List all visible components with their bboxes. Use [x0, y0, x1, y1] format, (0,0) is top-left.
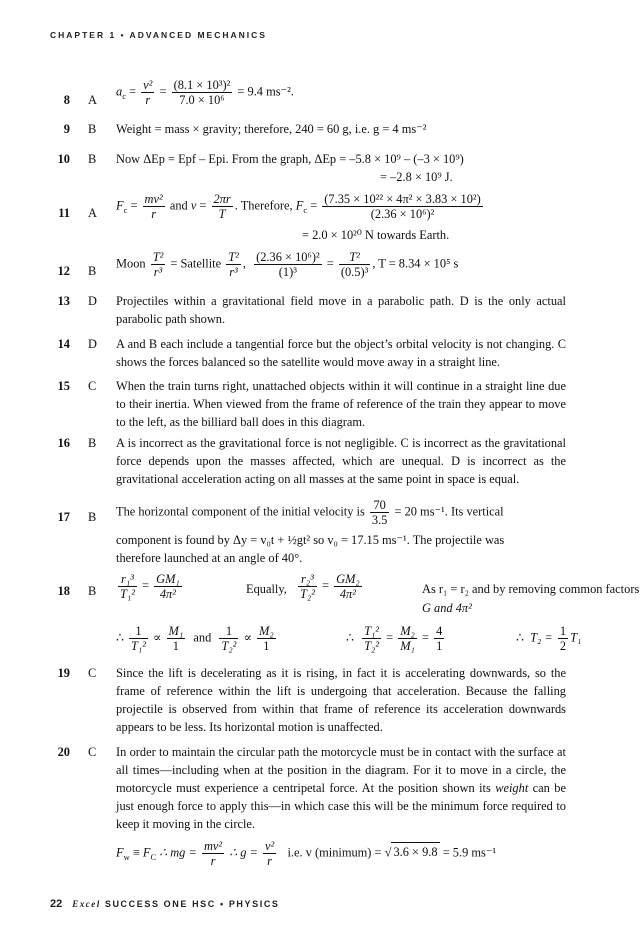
- answer-text-continued: component is found by Δy = v₀t + ½gt² so v₀ = 17.15 ms⁻¹. The projectile was: [116, 533, 505, 547]
- answer-text-continued: therefore launched at an angle of 40°.: [116, 551, 303, 565]
- question-number: 10: [57, 152, 70, 166]
- symbol: F: [295, 198, 304, 213]
- question-number: 12: [57, 264, 70, 278]
- fraction: $\frac{\text{mv²}}{r}$: [144, 192, 163, 221]
- fraction: $\frac{1}{2}$: [559, 624, 567, 653]
- subscript: c: [303, 204, 308, 215]
- fraction: $\frac{\text{M₂}}{1}$: [259, 624, 274, 653]
- fraction: $\frac{\text{T₁²}}{\text{T₂²}}$: [364, 624, 380, 653]
- answer-12: 12 B Moon $\frac{\text{T²}}{\text{r³}}$ = Satellite $\frac{\text{T²}}{\text{r³}}$ , $\frac{\text{(2.36 × 10⁶)²}}{\text{(1)³}}$ = $\frac{\text{T²}}{\text{(0.5)³}}$ , T = 8.34 × 10⁵ s: [50, 250, 565, 286]
- question-number: 17: [57, 510, 70, 524]
- answer-text: When the train turns right, unattached objects within it will continue in a straight line due to their inertia. When viewed from the frame of reference of the train they appear to move to the left, as the billiard ball does in this diagram.: [116, 379, 566, 429]
- equals: =: [156, 84, 170, 99]
- question-number: 19: [57, 666, 70, 680]
- answer-text: As r₁ = r₂ and by removing common factors: [422, 582, 640, 596]
- fraction: $\frac{\text{(8.1 × 10³)²}}{\text{7.0 × 10⁶}}$: [173, 78, 231, 107]
- fraction: $\frac{\text{T²}}{\text{r³}}$: [152, 250, 164, 279]
- fraction: $\frac{\text{T²}}{\text{r³}}$: [228, 250, 239, 279]
- fraction: $\frac{\text{mv²}}{r}$: [203, 839, 223, 868]
- label: Moon: [116, 256, 149, 271]
- answer-text-continued: = –2.8 × 10⁹ J.: [380, 170, 453, 184]
- page-number: 22: [50, 898, 63, 910]
- answer-text: Projectiles within a gravitational field move in a parabolic path. D is the only actual parabolic path shown.: [116, 294, 566, 326]
- fraction: $\frac{2\pi r}{T}$: [213, 192, 231, 221]
- label: Equally,: [246, 582, 287, 596]
- answer-text: The horizontal component of the initial velocity is: [116, 504, 368, 519]
- answer-text: In order to maintain the circular path the motorcycle must be in contact with the surface at all times—including when at the position in the diagram. For it to move in a circle, the motorcycle must experience a centripetal force. At the position shown its weight can be just enough force to apply this—in which case this will be the minimum force required to keep it moving in the circle.: [116, 745, 566, 831]
- question-number: 14: [57, 337, 70, 351]
- result: , T = 8.34 × 10⁵ s: [372, 256, 459, 271]
- subscript: c: [122, 90, 126, 101]
- fraction: $\frac{\text{(2.36 × 10⁶)²}}{\text{(1)³}}$: [256, 250, 320, 279]
- answer-text: = 20 ms⁻¹. Its vertical: [391, 504, 504, 519]
- fraction: $\frac{\text{GM₂}}{\text{4π²}}$: [336, 572, 360, 601]
- answer-8: [50, 78, 565, 118]
- formula-line: $F_w \equiv F_C$ ∴ mg = $\frac{\text{mv²}}{r}$ ∴ g = $\frac{\text{v²}}{r}$ i.e. v (minimum) = √ 3.6 × 9.8 = 5.9 ms⁻¹: [116, 839, 497, 868]
- answer-letter: B: [88, 264, 97, 278]
- answer-17: [50, 498, 565, 568]
- fraction: $\frac{\text{v²}}{r}$: [264, 839, 275, 868]
- equals: =: [125, 84, 140, 99]
- symbol: a: [116, 84, 123, 99]
- fraction: $\frac{\text{r₁³}}{\text{T₁²}}$: [120, 572, 135, 601]
- series-title: SUCCESS ONE HSC • PHYSICS: [100, 899, 280, 909]
- answer-letter: A: [88, 93, 97, 107]
- result: = 9.4 ms⁻².: [234, 84, 294, 99]
- answer-text: A and B each include a tangential force but the object’s orbital velocity is not changing. C shows the forces balanced so the satellite would move away in a straight line.: [116, 337, 566, 369]
- fraction: $\frac{1}{\text{T₁²}}$: [131, 624, 146, 653]
- answer-11: 11 A $F_c$ = $\frac{\text{mv²}}{r}$ and v = $\frac{2\pi r}{T}$ . Therefore, $F_c$ = $\frac{\text{(7.35 × 10²² × 4π² × 3.83 × 10²)}}{\text{(2.36 × 10⁶)²}}$ = 2.0 × 10²⁰ N towards Earth.: [50, 192, 565, 242]
- question-number: 8: [63, 93, 70, 107]
- connector: . Therefore,: [234, 198, 296, 213]
- fraction: $\frac{70}{3.5}$: [371, 498, 388, 527]
- answer-letter: C: [88, 379, 97, 393]
- question-number: 9: [63, 122, 70, 136]
- question-number: 18: [57, 584, 70, 598]
- symbol: F: [116, 198, 124, 213]
- fraction: $\frac{\text{M₂}}{\text{M₁}}$: [400, 624, 415, 653]
- answer-letter: C: [88, 745, 97, 759]
- fraction: $\frac{1}{\text{T₂²}}$: [221, 624, 237, 653]
- answer-text: A is incorrect as the gravitational force is not negligible. C is incorrect as the gravitational force depends upon the masses affected, which are unequal. D is incorrect as the gravitational acceleration acting on all masses at the same point in space is equal.: [116, 436, 566, 486]
- answer-letter: B: [88, 584, 97, 598]
- answer-letter: D: [88, 337, 97, 351]
- question-number: 16: [57, 436, 70, 450]
- answer-text: Now ΔEp = Epf – Epi. From the graph, ΔEp = –5.8 × 10⁹ – (–3 × 10⁹): [116, 152, 464, 166]
- question-number: 11: [58, 206, 70, 220]
- fraction: $\frac{\text{(7.35 × 10²² × 4π² × 3.83 × 10²)}}{\text{(2.36 × 10⁶)²}}$: [324, 192, 481, 221]
- answer-letter: B: [88, 122, 97, 136]
- square-root: 3.6 × 9.8: [391, 842, 439, 861]
- question-number: 13: [57, 294, 70, 308]
- page-footer: [50, 898, 280, 910]
- answer-text-continued: = 2.0 × 10²⁰ N towards Earth.: [302, 228, 450, 242]
- answer-18: 18 B $\frac{\text{r₁³}}{\text{T₁²}}$ = $\frac{\text{GM₁}}{\text{4π²}}$ Equally, $\frac{\text{r₂³}}{\text{T₂²}}$ = $\frac{\text{GM₂}}{\text{4π²}}$ As r₁ = r₂ and by removing common factors G and 4π² ∴ $\frac{1}{\text{T₁²}}$ ∝ $\frac{\text{M₁}}{1}$ and $\frac{1}{\text{T₂²}}$ ∝ $\frac{\text{M₂}}{1}$ ∴ $\frac{\text{T₁²}}{\text{T₂²}}$ = $\frac{\text{M₂}}{\text{M₁}}$ = $\frac{4}{1}$ ∴ T₂ = $\frac{1}{2}$ T₁: [50, 572, 565, 660]
- question-number: 20: [57, 745, 70, 759]
- answer-text-continued: G and 4π²: [422, 601, 472, 615]
- fraction: $\frac{\text{r₂³}}{\text{T₂²}}$: [300, 572, 315, 601]
- answer-20: [50, 743, 565, 873]
- fraction: $\frac{\text{M₁}}{1}$: [168, 624, 184, 653]
- fraction: $\frac{\text{GM₁}}{\text{4π²}}$: [156, 572, 180, 601]
- answer-letter: D: [88, 294, 97, 308]
- chapter-header: CHAPTER 1 • ADVANCED MECHANICS: [50, 30, 267, 40]
- question-number: 15: [57, 379, 70, 393]
- symbol: v: [190, 198, 197, 213]
- answer-letter: B: [88, 152, 97, 166]
- answer-letter: C: [88, 666, 97, 680]
- answer-text: Since the lift is decelerating as it is rising, in fact it is accelerating downwards, so the frame of reference within the lift is undergoing that acceleration. Because the falling projectile is observed from within that frame of reference its acceleration downwards appears to be less. Its horizontal motion is unaffected.: [116, 666, 566, 734]
- fraction: $\frac{\text{T²}}{\text{(0.5)³}}$: [340, 250, 369, 279]
- connector: and: [166, 198, 191, 213]
- answer-letter: A: [88, 206, 97, 220]
- subscript: c: [123, 204, 128, 215]
- fraction: $\frac{\text{v²}}{r}$: [143, 78, 153, 107]
- label: = Satellite: [167, 256, 225, 271]
- brand: Excel: [72, 899, 101, 909]
- answer-letter: B: [88, 510, 97, 524]
- fraction: $\frac{4}{1}$: [436, 624, 443, 653]
- answer-letter: B: [88, 436, 97, 450]
- answer-text: Weight = mass × gravity; therefore, 240 = 60 g, i.e. g = 4 ms⁻²: [116, 122, 427, 136]
